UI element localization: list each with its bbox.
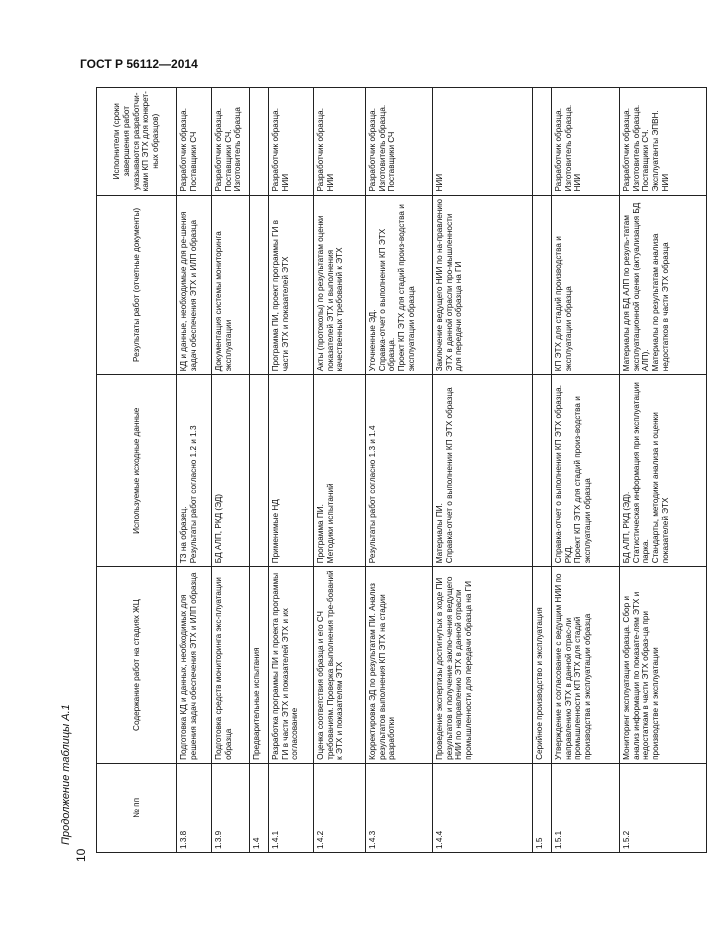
col-header-num: № пп [97, 763, 177, 852]
cell-inputs: БД АЛП, РКД (ЭД) [212, 375, 250, 567]
cell-content: Корректировка ЭД по результатам ПИ. Анализ результатов выполнения КП ЭТХ на стадии разработки [366, 567, 433, 764]
col-header-executors: Исполнители (сроки завершения работ указываются разработчи-ками КП ЭТХ для конкрет-ных образцов) [97, 88, 177, 196]
table-row [212, 88, 250, 853]
table-row [177, 88, 212, 853]
cell-inputs [533, 375, 552, 567]
cell-results: Заключение ведущего НИИ по на-правлению ЭТХ в данной отрасли про-мышленности для передачи образца на ГИ [433, 195, 533, 375]
cell-results: Программа ПИ, проект программы ГИ в части ЭТХ и показателей ЭТХ [269, 195, 314, 375]
table-row [620, 88, 707, 853]
cell-num: 1.4.3 [366, 763, 433, 852]
table-row [269, 88, 314, 853]
cell-inputs: БД АЛП, РКД (ЭД). Статистическая информация при эксплуатации парка. Стандарты, методики анализа и оценки показателей ЭТХ [620, 375, 707, 567]
works-table [96, 87, 707, 853]
cell-num: 1.4.2 [314, 763, 366, 852]
rotated-table-frame [96, 87, 670, 853]
cell-content: Мониторинг эксплуатации образца. Сбор и анализ информации по показате-лям ЭТХ и недостаткам в части ЭТХ образ-ца при производстве и эксплуатации [620, 567, 707, 764]
cell-results [250, 195, 269, 375]
cell-inputs: Применимые НД [269, 375, 314, 567]
cell-executors: НИИ [433, 88, 533, 196]
cell-num: 1.5.1 [552, 763, 620, 852]
cell-executors: Разработчик образца. Изготовитель образца. НИИ [552, 88, 620, 196]
cell-inputs: Материалы ПИ. Справка-отчет о выполнении КП ЭТХ образца [433, 375, 533, 567]
table-row [533, 88, 552, 853]
cell-executors: Разработчик образца. НИИ [269, 88, 314, 196]
cell-executors: Разработчик образца. Поставщики СЧ [177, 88, 212, 196]
cell-content: Серийное производство и эксплуатация [533, 567, 552, 764]
cell-executors: Разработчик образца. Изготовитель образца. Поставщики СЧ [366, 88, 433, 196]
col-header-inputs: Используемые исходные данные [97, 375, 177, 567]
cell-results [533, 195, 552, 375]
cell-executors [533, 88, 552, 196]
cell-inputs: Программа ПИ. Методики испытаний [314, 375, 366, 567]
col-header-content: Содержание работ на стадиях ЖЦ [97, 567, 177, 764]
cell-num: 1.5.2 [620, 763, 707, 852]
cell-results: Акты (протоколы) по результатам оценки показателей ЭТХ и выполнения качественных требований к ЭТХ [314, 195, 366, 375]
table-row [314, 88, 366, 853]
cell-num: 1.4.4 [433, 763, 533, 852]
cell-content: Подготовка средств мониторинга экс-плуатации образца [212, 567, 250, 764]
cell-content: Предварительные испытания [250, 567, 269, 764]
cell-results: Документация системы мониторинга эксплуатации [212, 195, 250, 375]
cell-results: Материалы для БД АЛП по резуль-татам эксплуатационной оценки (актуализация БД АЛП). Материалы по результатам анализа недостатков в части ЭТХ образца [620, 195, 707, 375]
cell-executors: Разработчик образца. НИИ [314, 88, 366, 196]
table-row [366, 88, 433, 853]
cell-content: Утверждение и согласование с ведущим НИИ по направлению ЭТХ в данной отрас-ли промышленности КП ЭТХ для стадий производства и эксплуатации образца [552, 567, 620, 764]
cell-inputs: Результаты работ согласно 1.3 и 1.4 [366, 375, 433, 567]
cell-inputs: ТЗ на образец. Результаты работ согласно 1.2 и 1.3 [177, 375, 212, 567]
table-continuation-caption: Продолжение таблицы А.1 [60, 704, 72, 845]
cell-executors: Разработчик образца. Поставщики СЧ. Изготовитель образца [212, 88, 250, 196]
cell-inputs: Справка-отчет о выполнении КП ЭТХ образца. РКД. Проект КП ЭТХ для стадий произ-водства и эксплуатации образца [552, 375, 620, 567]
table-row [552, 88, 620, 853]
cell-executors [250, 88, 269, 196]
table-row [433, 88, 533, 853]
col-header-results: Результаты работ (отчетные документы) [97, 195, 177, 375]
document-header: ГОСТ Р 56112—2014 [80, 57, 198, 71]
cell-num: 1.4.1 [269, 763, 314, 852]
table-container [96, 87, 670, 853]
cell-num: 1.5 [533, 763, 552, 852]
cell-results: Уточненные ЭД. Справка-отчет о выполнении КП ЭТХ образца. Проект КП ЭТХ для стадий произ-водства и эксплуатации образца [366, 195, 433, 375]
cell-num: 1.3.9 [212, 763, 250, 852]
cell-results: КД и данные, необходимые для ре-шения задач обеспечения ЭТХ и ИЛП образца [177, 195, 212, 375]
cell-content: Разработка программы ПИ и проекта программы ГИ в части ЭТХ и показателей ЭТХ и их согласование [269, 567, 314, 764]
cell-results: КП ЭТХ для стадий производства и эксплуатации образца [552, 195, 620, 375]
cell-num: 1.3.8 [177, 763, 212, 852]
table-header-row [97, 88, 177, 853]
page-number: 10 [74, 848, 88, 862]
cell-content: Проведение экспертизы достигнутых в ходе ПИ результатов и получение заклю-чения ведущего НИИ по направлению ЭТХ в данной отрасли промышленности для передачи образца на ГИ [433, 567, 533, 764]
table-row [250, 88, 269, 853]
cell-executors: Разработчик образца. Изготовитель образца. Поставщики СЧ. Эксплуатанты ЭПВН. НИИ [620, 88, 707, 196]
cell-content: Оценка соответствия образца и его СЧ требованиям. Проверка выполнения тре-бований к ЭТХ и показателям ЭТХ [314, 567, 366, 764]
cell-num: 1.4 [250, 763, 269, 852]
cell-inputs [250, 375, 269, 567]
cell-content: Подготовка КД и данных, необходимых для решения задач обеспечения ЭТХ и ИЛП образца [177, 567, 212, 764]
